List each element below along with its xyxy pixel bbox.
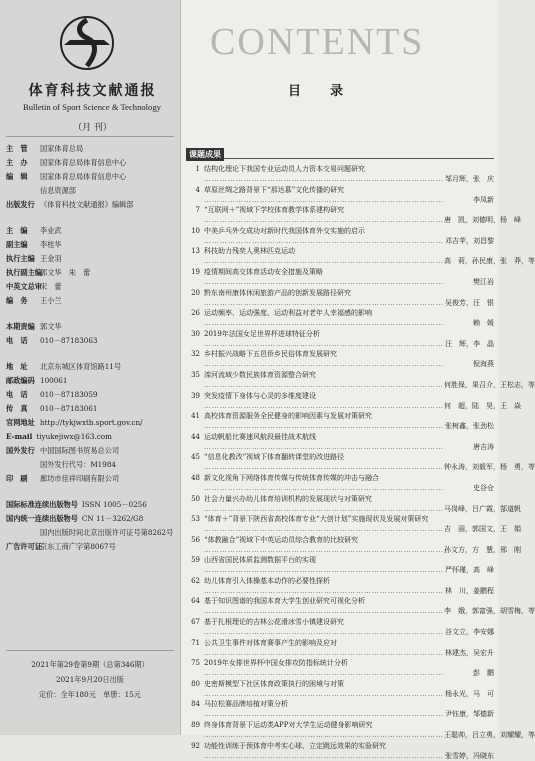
toc-article-title[interactable]: 新文化视角下网络体育传媒与传统体育传媒的冲击与融合 xyxy=(204,473,379,482)
masthead-key: 主 办 xyxy=(6,158,28,167)
masthead-row xyxy=(6,474,119,484)
toc-authors: 何 超，陆 昊，王 焱 xyxy=(444,401,521,410)
toc-leader-dots: ……………………………………………………………………………… xyxy=(204,689,444,698)
toc-article-title[interactable]: 马拉松赛品牌培植对策分析 xyxy=(204,700,288,709)
toc-leader-dots: ……………………………………………………………………………… xyxy=(204,586,444,595)
toc-page-number: 35 xyxy=(191,370,200,379)
toc-authors: 谷文立，李安娜 xyxy=(445,628,494,637)
toc-authors: 彭 鹏 xyxy=(473,669,494,678)
toc-article-title[interactable]: 山西省国民体质监测数据平台的实现 xyxy=(204,556,316,565)
toc-authors: 杨永光，马 可 xyxy=(445,689,494,698)
toc-entry[interactable] xyxy=(186,535,521,555)
toc-leader-dots: ……………………………………………………………………………… xyxy=(204,566,444,575)
masthead-value: tiyukejiwx@163.com xyxy=(36,432,112,441)
toc-heading: 目 录 xyxy=(288,84,352,99)
masthead-value: 信息资源部 xyxy=(40,186,76,195)
toc-leader-dots: ……………………………………………………………………………… xyxy=(204,607,444,616)
masthead-value: 国家体育总局体育信息中心 xyxy=(40,158,127,167)
toc-page-number: 13 xyxy=(191,247,200,256)
masthead-key: 主 管 xyxy=(6,144,28,153)
toc-leader-dots: ……………………………………………………………………………… xyxy=(204,257,444,266)
masthead-value: 《体育科技文献通报》编辑部 xyxy=(40,200,134,209)
masthead-value: 王金羽 xyxy=(40,254,62,263)
toc-authors: 唐吉涛 xyxy=(473,442,494,451)
masthead-key: E-mail xyxy=(6,432,33,441)
toc-page-number: 50 xyxy=(191,494,200,503)
toc-page-number: 39 xyxy=(191,391,200,400)
toc-authors: 汪 辉，李 晶 xyxy=(445,339,494,348)
masthead-key: 出版发行 xyxy=(6,200,35,209)
toc-article-title[interactable]: 乡村振兴战略下五邑侨乡民俗体育发展研究 xyxy=(204,350,337,359)
toc-leader-dots: ……………………………………………………………………………… xyxy=(204,298,444,307)
toc-leader-dots: ……………………………………………………………………………… xyxy=(204,380,444,389)
toc-entry[interactable] xyxy=(186,638,494,658)
masthead-row xyxy=(6,186,76,196)
masthead-row xyxy=(6,226,62,236)
toc-authors: 钟永涛，刘毅军，杨 勇，等 xyxy=(444,463,535,472)
masthead-key: 中英文总审 xyxy=(6,282,42,291)
masthead-row xyxy=(6,336,98,346)
masthead-value: 国外发行代号：M1984 xyxy=(40,460,116,469)
toc-page-number: 10 xyxy=(191,226,200,235)
masthead-row xyxy=(6,432,112,442)
toc-article-title[interactable]: 基于知识图谱的我国本育大学生创业研究可视化分析 xyxy=(204,597,365,606)
toc-entry[interactable] xyxy=(186,246,535,266)
masthead-row xyxy=(6,172,126,182)
toc-entry[interactable] xyxy=(186,494,521,514)
toc-entry[interactable] xyxy=(186,514,521,534)
masthead-value: 郭文华 朱 蕾 xyxy=(40,268,91,277)
masthead-key: 电 话 xyxy=(6,390,28,399)
toc-authors: 唐 凯，刘德明，杨 峰 xyxy=(444,216,521,225)
journal-logo-icon xyxy=(56,12,118,74)
toc-authors: 邹月辉，张 庆 xyxy=(445,175,494,183)
section-rule xyxy=(186,148,494,159)
toc-entry[interactable] xyxy=(186,370,535,390)
masthead-row xyxy=(6,500,147,510)
toc-authors: 林 川，姜鹏程 xyxy=(445,586,494,595)
masthead-row xyxy=(6,390,98,400)
toc-page-number: 71 xyxy=(191,638,200,647)
toc-page-number: 53 xyxy=(191,515,200,524)
toc-article-title[interactable]: 运动频率、运动强度、运动利益对老年人幸福感的影响 xyxy=(204,309,372,318)
toc-authors: 王聪帅，吕立勇，刘耀耀，等 xyxy=(444,731,535,740)
toc-article-title[interactable]: 基于扎根理论的吉林公花滑冰雪小镇建设研究 xyxy=(204,618,344,627)
toc-article-title[interactable]: “体教融合”视域下中英运动员综合教育的比较研究 xyxy=(204,535,359,544)
toc-leader-dots: ……………………………………………………………………………… xyxy=(204,236,444,245)
toc-leader-dots: ……………………………………………………………………………… xyxy=(204,175,444,183)
toc-leader-dots: ……………………………………………………………………………… xyxy=(204,277,444,286)
toc-authors: 吴俊芳，汪 银 xyxy=(445,298,494,307)
toc-leader-dots: ……………………………………………………………………………… xyxy=(204,504,444,513)
toc-article-title[interactable]: 结构化理论下我国专业运动员人力资本交易问题研究 xyxy=(204,165,365,173)
toc-article-title[interactable]: 2019年法国女足世界杯进球特征分析 xyxy=(204,329,320,338)
toc-article-title[interactable]: “互联网＋”视域下学校体育教学体系建构研究 xyxy=(204,206,345,215)
toc-authors: 张雪婷，冯晓东 xyxy=(445,751,494,760)
masthead-panel xyxy=(0,0,181,735)
masthead-row xyxy=(6,200,133,210)
toc-entry[interactable] xyxy=(186,576,494,596)
issue-date: 2021年9月20日出版 xyxy=(56,675,124,684)
toc-authors: 高 莉，孙民康，张 莽，等 xyxy=(444,257,535,266)
toc-leader-dots: ……………………………………………………………………………… xyxy=(204,463,444,472)
toc-page-number: 30 xyxy=(191,329,200,338)
masthead-value: 中国国际图书贸易总公司 xyxy=(40,446,120,455)
section-label: 课题成果 xyxy=(186,148,224,161)
toc-page-number: 75 xyxy=(191,659,200,668)
toc-entry[interactable] xyxy=(186,391,521,411)
toc-page-number: 67 xyxy=(191,618,200,627)
masthead-value: 010－87183061 xyxy=(40,404,98,413)
toc-page-number: 56 xyxy=(191,535,200,544)
masthead-value: 李桂华 xyxy=(40,240,62,249)
masthead-row xyxy=(6,296,62,306)
toc-page-number: 59 xyxy=(191,556,200,565)
toc-page-number: 62 xyxy=(191,576,200,585)
toc-entry[interactable] xyxy=(186,617,494,637)
masthead-key: 邮政编码 xyxy=(6,376,35,385)
toc-authors: 史谷仓 xyxy=(473,483,494,492)
toc-article-title[interactable]: 2019年女排世界杯中国女排攻防指标统计分析 xyxy=(204,659,348,668)
masthead-row xyxy=(6,418,143,428)
toc-page-number: 45 xyxy=(191,453,200,462)
masthead-row xyxy=(6,158,126,168)
masthead-row xyxy=(6,268,90,278)
masthead-value: CN 11－3262/G8 xyxy=(81,514,144,523)
masthead-row xyxy=(6,362,121,372)
masthead-value: ISSN 1005－0256 xyxy=(81,500,147,509)
masthead-row xyxy=(6,528,173,538)
masthead-key: 国际标准连续出版物号 xyxy=(6,500,78,509)
masthead-value: 京东工商广字第8067号 xyxy=(40,542,116,551)
toc-entry[interactable] xyxy=(186,699,494,719)
toc-leader-dots: ……………………………………………………………………………… xyxy=(204,648,444,657)
masthead-value: 宋 蕾 xyxy=(40,282,62,291)
toc-entry[interactable] xyxy=(186,288,494,308)
masthead-value: 王小兰 xyxy=(40,296,62,305)
masthead-key: 编 务 xyxy=(6,296,28,305)
toc-article-title[interactable]: 公共卫生事件对体育赛事产生的影响及应对 xyxy=(204,638,337,647)
masthead-row xyxy=(6,282,62,292)
toc-entry[interactable] xyxy=(186,658,494,678)
toc-authors: 邓吉苹，刘昌黎 xyxy=(445,236,494,245)
toc-leader-dots: ……………………………………………………………………………… xyxy=(204,545,444,554)
toc-leader-dots: ……………………………………………………………………………… xyxy=(204,195,444,204)
toc-article-title[interactable]: 中美乒乓外交成功对新时代我国体育外交实施的启示 xyxy=(204,226,365,235)
toc-page-number: 64 xyxy=(191,597,200,606)
masthead-key: 国外发行 xyxy=(6,446,35,455)
toc-entry[interactable] xyxy=(186,329,494,349)
journal-title-english: Bulletin of Sport Science & Technology xyxy=(23,102,161,112)
toc-authors: 李 娥，郭富强，胡雪梅，等 xyxy=(444,607,535,616)
toc-authors: 吉 丽，郭国文，王 娟 xyxy=(444,525,521,534)
toc-authors: 樊江岩 xyxy=(473,277,494,286)
masthead-value: 郭文华 xyxy=(40,322,62,331)
toc-entry[interactable] xyxy=(186,308,494,328)
toc-entry[interactable] xyxy=(186,473,494,493)
toc-page-number: 4 xyxy=(195,185,200,194)
toc-entry[interactable] xyxy=(186,679,494,699)
masthead-value: 廊坊市佳祥印刷有限公司 xyxy=(40,474,120,483)
issue-price: 定价：全年180元 单册：15元 xyxy=(39,690,141,699)
toc-entry[interactable] xyxy=(186,452,535,472)
masthead-value: 010－87183063 xyxy=(40,336,98,345)
toc-leader-dots: ……………………………………………………………………………… xyxy=(204,422,444,431)
toc-page-number: 7 xyxy=(195,206,200,215)
toc-entry[interactable] xyxy=(186,226,494,246)
toc-page-number: 41 xyxy=(191,412,200,421)
masthead-key: 副主编 xyxy=(6,240,28,249)
masthead-row xyxy=(6,460,116,470)
toc-page-number: 1 xyxy=(195,165,200,173)
toc-leader-dots: ……………………………………………………………………………… xyxy=(204,401,444,410)
masthead-key: 传 真 xyxy=(6,404,28,413)
masthead-value: 国家体育总局 xyxy=(40,144,84,153)
masthead-key: 印 刷 xyxy=(6,474,28,483)
masthead-row xyxy=(6,254,62,264)
toc-article-title[interactable]: 运动帆船比赛速风航段最佳战术航线 xyxy=(204,432,316,441)
toc-authors: 孙文方，方 慧，邢 刚 xyxy=(444,545,521,554)
toc-page-number: 84 xyxy=(191,700,200,709)
toc-entry[interactable] xyxy=(186,164,494,184)
toc-article-title[interactable]: 幼儿体育引入体操基本动作的必要性探析 xyxy=(204,576,330,585)
masthead-key: 执行副主编 xyxy=(6,268,42,277)
toc-page-number: 92 xyxy=(191,741,200,750)
masthead-row xyxy=(6,376,67,386)
masthead-key: 地 址 xyxy=(6,362,28,371)
toc-article-title[interactable]: 高校体育资源服务全民健身的影响因素与发展对策研究 xyxy=(204,412,372,421)
toc-article-title[interactable]: 终身体育背景下运动类APP对大学生运动健身影响研究 xyxy=(204,721,373,730)
toc-leader-dots: ……………………………………………………………………………… xyxy=(204,216,444,225)
toc-article-title[interactable]: 黔东南州康体休闲旅游产品的创新发展路径研究 xyxy=(204,288,351,297)
toc-leader-dots: ……………………………………………………………………………… xyxy=(204,710,444,719)
toc-entry[interactable] xyxy=(186,741,494,761)
toc-entry[interactable] xyxy=(186,349,494,369)
toc-entry[interactable] xyxy=(186,411,494,431)
toc-entry[interactable] xyxy=(186,555,494,575)
toc-page-number: 26 xyxy=(191,309,200,318)
masthead-key: 官网地址 xyxy=(6,418,35,427)
toc-authors: 何胜保，果召介，王松志，等 xyxy=(444,380,535,389)
toc-entry[interactable] xyxy=(186,267,494,287)
masthead-key: 国内统一连续出版物号 xyxy=(6,514,78,523)
masthead-key: 编 辑 xyxy=(6,172,28,181)
masthead-value: 国内出版时间北京出版许可证号第8262号 xyxy=(40,528,174,537)
toc-authors: 赖 媛 xyxy=(473,319,494,328)
divider xyxy=(6,650,174,651)
toc-leader-dots: ……………………………………………………………………………… xyxy=(204,483,444,492)
toc-leader-dots: ……………………………………………………………………………… xyxy=(204,628,444,637)
toc-article-title[interactable]: 突发疫情下身体与心灵的多维度建设 xyxy=(204,391,316,400)
toc-authors: 倪海燕 xyxy=(473,360,494,369)
toc-article-title[interactable]: 功能性训练于预体育中考实心球、立定跳远效果的实验研究 xyxy=(204,741,386,750)
masthead-key: 本期责编 xyxy=(6,322,35,331)
journal-frequency: （月 刊） xyxy=(73,123,112,133)
toc-article-title[interactable]: “体育＋”背景下陕西省高校体育专业“大创计划”实施现状及发展对策研究 xyxy=(204,515,429,524)
masthead-value: http://tykjwxtb.sport.gov.cn/ xyxy=(40,418,143,427)
toc-article-title[interactable]: 科技助力残奕人奥林匹克运动 xyxy=(204,247,295,256)
toc-leader-dots: ……………………………………………………………………………… xyxy=(204,360,444,369)
masthead-row xyxy=(6,404,98,414)
toc-entry[interactable] xyxy=(186,596,535,616)
masthead-row xyxy=(6,514,143,524)
toc-page-number: 19 xyxy=(191,267,200,276)
masthead-value: 010－87183059 xyxy=(40,390,98,399)
masthead-key: 电 话 xyxy=(6,336,28,345)
masthead-row xyxy=(6,446,119,456)
masthead-row xyxy=(6,144,83,154)
issue-volume: 2021年第29卷第9期（总第346期） xyxy=(31,660,149,669)
masthead-row xyxy=(6,240,62,250)
toc-authors: 马岗峰，吕广霞，郜道帆 xyxy=(444,504,521,513)
toc-entry[interactable] xyxy=(186,432,494,452)
toc-leader-dots: ……………………………………………………………………………… xyxy=(204,339,444,348)
toc-article-title[interactable]: 草原丝绸之路背景下“那达慕”文化传播的研究 xyxy=(204,185,345,194)
toc-article-title[interactable]: 社会力量兴办幼儿体育培训机构的发展现状与对策研究 xyxy=(204,494,372,503)
toc-leader-dots: ……………………………………………………………………………… xyxy=(204,525,444,534)
masthead-key: 执行主编 xyxy=(6,254,35,263)
masthead-row xyxy=(6,542,116,552)
toc-authors: 尹钰康，邹德新 xyxy=(445,710,494,719)
toc-page-number: 20 xyxy=(191,288,200,297)
toc-page-number: 48 xyxy=(191,473,200,482)
toc-entry[interactable] xyxy=(186,185,494,205)
masthead-value: 北京东城区体育馆路11号 xyxy=(40,362,122,371)
toc-authors: 严怀瑾，高 峰 xyxy=(445,566,494,575)
toc-entry[interactable] xyxy=(186,205,521,225)
toc-article-title[interactable]: 疫情期间高交体育活动安全措施及策略 xyxy=(204,267,323,276)
toc-leader-dots: ……………………………………………………………………………… xyxy=(204,751,444,760)
toc-leader-dots: ……………………………………………………………………………… xyxy=(204,442,444,451)
toc-authors: 林建杰，吴宏升 xyxy=(445,648,494,657)
toc-page-number: 32 xyxy=(191,350,200,359)
toc-authors: 张树鑫，张劲松 xyxy=(445,422,494,431)
masthead-row xyxy=(6,322,62,332)
contents-heading: CONTENTS xyxy=(210,21,425,63)
table-of-contents xyxy=(186,164,535,761)
toc-authors: 李凤新 xyxy=(473,195,494,204)
toc-leader-dots: ……………………………………………………………………………… xyxy=(204,669,444,678)
toc-page-number: 89 xyxy=(191,721,200,730)
divider xyxy=(6,136,174,137)
toc-page-number: 44 xyxy=(191,432,200,441)
masthead-key: 广告许可证 xyxy=(6,542,42,551)
masthead-key: 主 编 xyxy=(6,226,28,235)
toc-article-title[interactable]: 史密斯模型下社区体育政策执行的困境与对策 xyxy=(204,679,344,688)
toc-leader-dots: ……………………………………………………………………………… xyxy=(204,319,444,328)
masthead-value: 李业武 xyxy=(40,226,62,235)
toc-entry[interactable] xyxy=(186,720,535,740)
toc-page-number: 80 xyxy=(191,679,200,688)
masthead-value: 100061 xyxy=(40,376,68,385)
toc-article-title[interactable]: “信息化教改”视域下体育翻转课堂的改进路径 xyxy=(204,453,345,462)
journal-title: 体育科技文献通报 xyxy=(28,83,157,99)
masthead-value: 国家体育总局体育信息中心 xyxy=(40,172,127,181)
toc-article-title[interactable]: 滦河流域少数民族体育资源整合研究 xyxy=(204,370,316,379)
toc-leader-dots: ……………………………………………………………………………… xyxy=(204,731,444,740)
